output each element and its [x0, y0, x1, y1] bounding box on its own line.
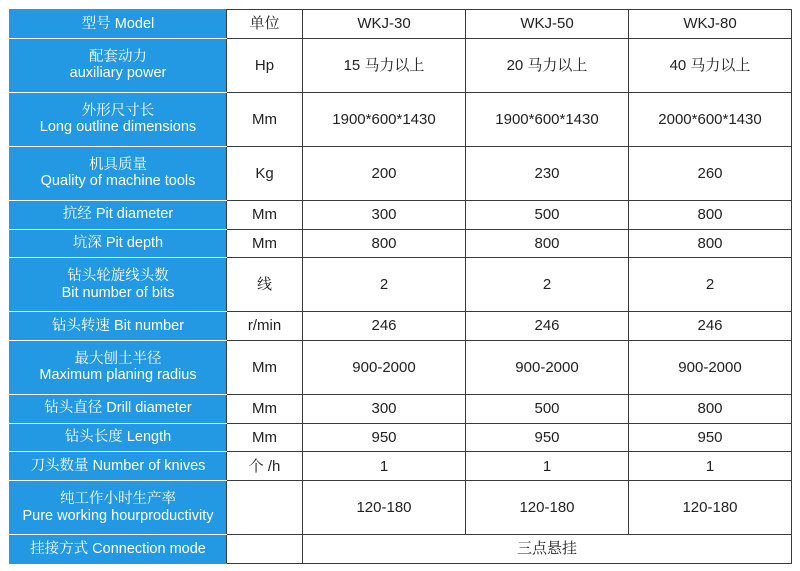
label-cn: 配套动力 — [89, 48, 147, 65]
label-en: Long outline dimensions — [39, 119, 197, 136]
table-row — [10, 340, 792, 394]
table-row — [10, 312, 792, 341]
row-label-knife-count: 刀头数量 Number of knives — [10, 452, 227, 481]
value-cell: 2 — [466, 258, 629, 312]
value-cell: 800 — [466, 229, 629, 258]
row-label-drill-length: 钻头长度 Length — [10, 423, 227, 452]
row-label-planing-radius — [10, 340, 227, 394]
table-row — [10, 146, 792, 200]
row-label-drill-diameter: 钻头直径 Drill diameter — [10, 394, 227, 423]
value-cell: 120-180 — [466, 481, 629, 535]
label-en: Quality of machine tools — [40, 173, 196, 190]
value-cell: 1 — [629, 452, 792, 481]
unit-cell: Mm — [227, 423, 303, 452]
table-row — [10, 452, 792, 481]
spec-table-container — [9, 9, 791, 564]
value-cell: 200 — [303, 146, 466, 200]
table-row — [10, 394, 792, 423]
table-row — [10, 38, 792, 92]
unit-cell: Kg — [227, 146, 303, 200]
value-cell: 246 — [629, 312, 792, 341]
header-model-label: 型号 Model — [10, 10, 227, 39]
unit-cell: Mm — [227, 229, 303, 258]
value-cell: 246 — [466, 312, 629, 341]
value-cell: 900-2000 — [303, 340, 466, 394]
header-unit: 单位 — [227, 10, 303, 39]
label-en: auxiliary power — [69, 65, 167, 82]
label-en: Maximum planing radius — [39, 367, 197, 384]
unit-cell — [227, 481, 303, 535]
header-model-wkj30: WKJ-30 — [303, 10, 466, 39]
value-cell: 2 — [629, 258, 792, 312]
value-cell: 950 — [629, 423, 792, 452]
row-label-productivity — [10, 481, 227, 535]
unit-cell: Mm — [227, 340, 303, 394]
unit-cell: 个 /h — [227, 452, 303, 481]
value-cell: 800 — [629, 200, 792, 229]
value-cell: 900-2000 — [466, 340, 629, 394]
value-cell: 120-180 — [629, 481, 792, 535]
table-row — [10, 229, 792, 258]
value-cell: 950 — [303, 423, 466, 452]
label-cn: 纯工作小时生产率 — [60, 490, 176, 507]
value-cell: 15 马力以上 — [303, 38, 466, 92]
table-row — [10, 258, 792, 312]
unit-cell: Mm — [227, 200, 303, 229]
table-row — [10, 200, 792, 229]
value-cell: 300 — [303, 394, 466, 423]
value-cell: 500 — [466, 200, 629, 229]
row-label-connection-mode: 挂接方式 Connection mode — [10, 535, 227, 564]
unit-cell: 线 — [227, 258, 303, 312]
value-cell: 2000*600*1430 — [629, 92, 792, 146]
value-cell: 40 马力以上 — [629, 38, 792, 92]
value-cell: 800 — [629, 229, 792, 258]
table-row — [10, 481, 792, 535]
table-row — [10, 92, 792, 146]
row-label-pit-diameter: 抗经 Pit diameter — [10, 200, 227, 229]
spec-table — [9, 9, 792, 564]
value-cell: 260 — [629, 146, 792, 200]
connection-mode-value: 三点悬挂 — [303, 535, 792, 564]
table-row — [10, 535, 792, 564]
value-cell: 500 — [466, 394, 629, 423]
row-label-machine-quality — [10, 146, 227, 200]
unit-cell: Mm — [227, 394, 303, 423]
label-cn: 机具质量 — [89, 156, 147, 173]
value-cell: 800 — [303, 229, 466, 258]
unit-cell: Mm — [227, 92, 303, 146]
row-label-bit-count — [10, 258, 227, 312]
unit-cell: r/min — [227, 312, 303, 341]
value-cell: 120-180 — [303, 481, 466, 535]
value-cell: 20 马力以上 — [466, 38, 629, 92]
label-cn: 钻头轮旋线头数 — [67, 268, 169, 285]
header-model-wkj80: WKJ-80 — [629, 10, 792, 39]
unit-cell: Hp — [227, 38, 303, 92]
row-label-bit-speed: 钻头转速 Bit number — [10, 312, 227, 341]
header-model-wkj50: WKJ-50 — [466, 10, 629, 39]
value-cell: 900-2000 — [629, 340, 792, 394]
value-cell: 800 — [629, 394, 792, 423]
header-row — [10, 10, 792, 39]
label-cn: 外形尺寸长 — [81, 102, 155, 119]
value-cell: 950 — [466, 423, 629, 452]
row-label-pit-depth: 坑深 Pit depth — [10, 229, 227, 258]
value-cell: 1900*600*1430 — [466, 92, 629, 146]
value-cell: 230 — [466, 146, 629, 200]
value-cell: 1900*600*1430 — [303, 92, 466, 146]
value-cell: 1 — [466, 452, 629, 481]
table-row — [10, 423, 792, 452]
row-label-auxiliary-power — [10, 38, 227, 92]
value-cell: 246 — [303, 312, 466, 341]
label-en: Pure working hourproductivity — [22, 507, 214, 524]
value-cell: 300 — [303, 200, 466, 229]
label-cn: 最大刨土半径 — [74, 350, 162, 367]
unit-cell — [227, 535, 303, 564]
row-label-outline-dimensions — [10, 92, 227, 146]
value-cell: 2 — [303, 258, 466, 312]
label-en: Bit number of bits — [61, 284, 175, 301]
value-cell: 1 — [303, 452, 466, 481]
